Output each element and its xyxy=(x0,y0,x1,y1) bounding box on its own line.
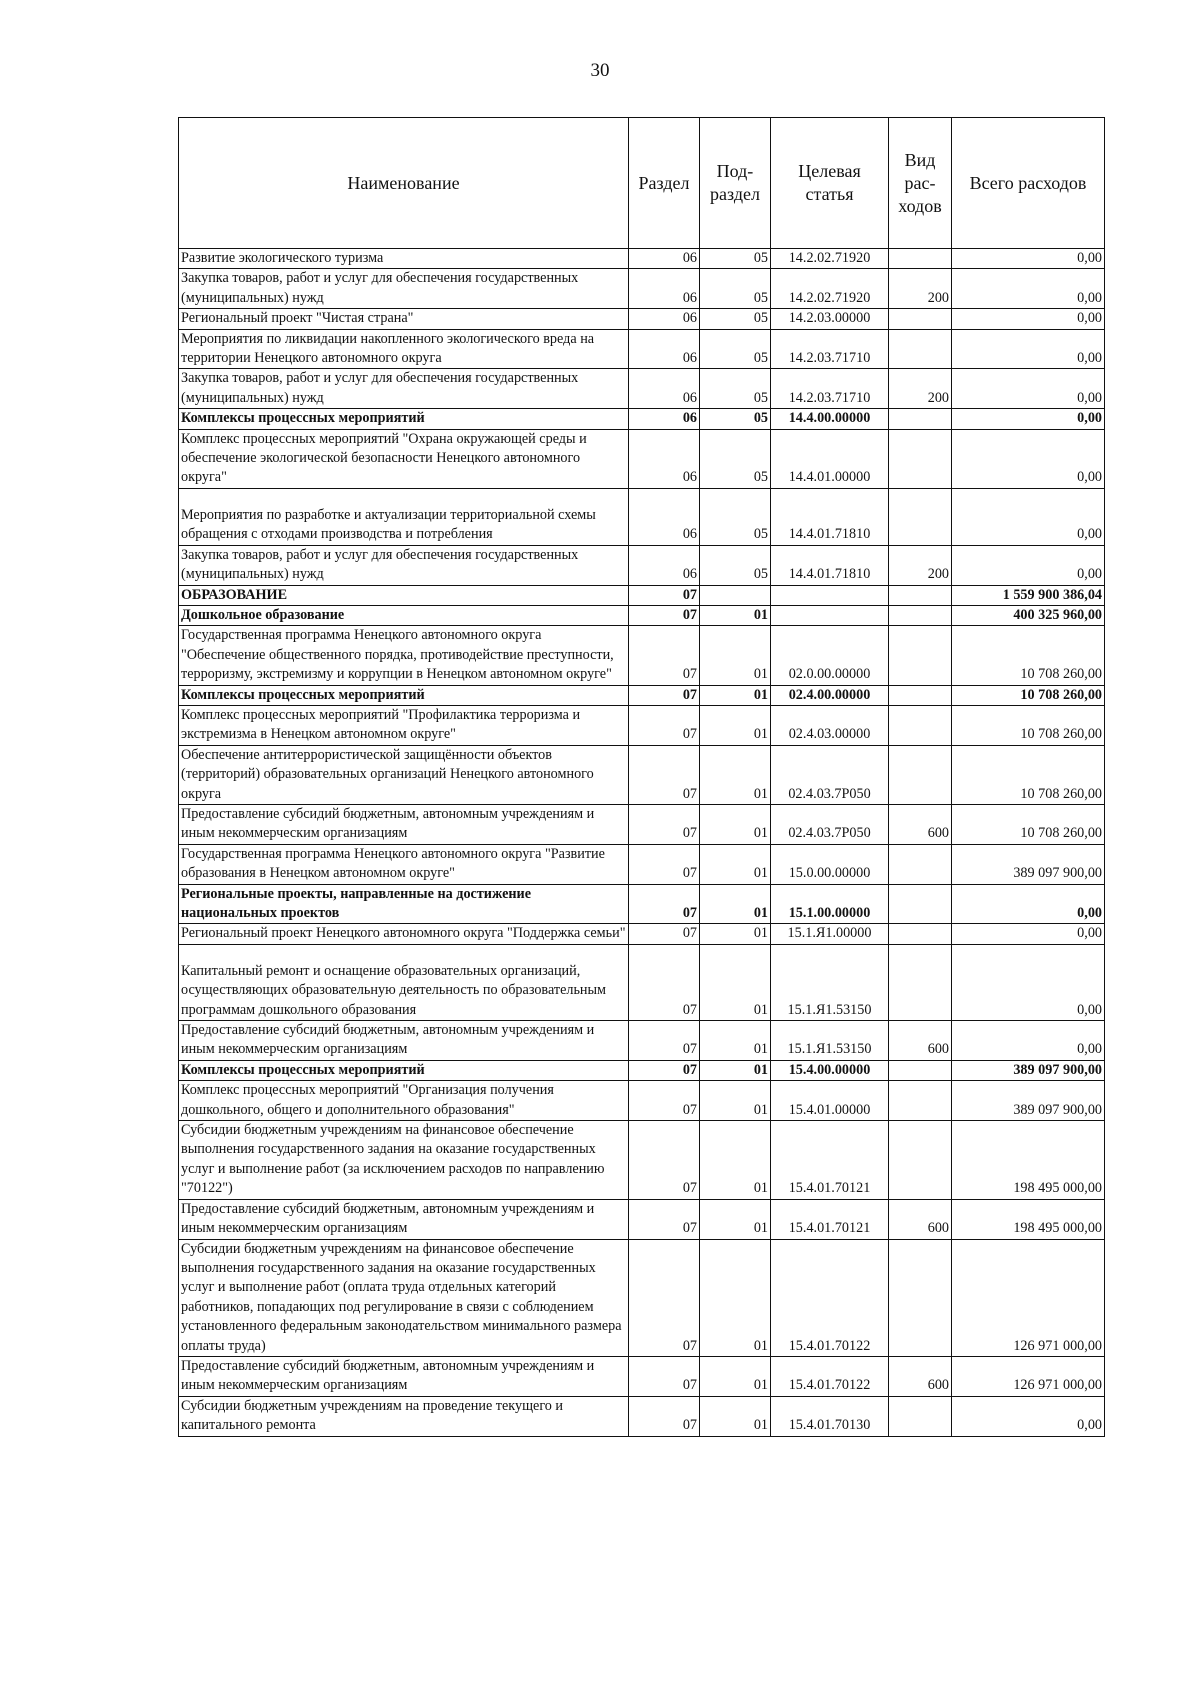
cell-target xyxy=(771,605,889,625)
cell-total: 0,00 xyxy=(952,429,1105,488)
cell-total: 0,00 xyxy=(952,545,1105,585)
cell-total: 0,00 xyxy=(952,924,1105,944)
cell-total: 126 971 000,00 xyxy=(952,1239,1105,1356)
cell-podrazdel: 05 xyxy=(700,545,771,585)
table-row xyxy=(179,605,1105,625)
table-row xyxy=(179,309,1105,329)
cell-razdel: 07 xyxy=(629,605,700,625)
cell-razdel: 07 xyxy=(629,944,700,1020)
cell-target: 15.4.00.00000 xyxy=(771,1060,889,1080)
table-row xyxy=(179,269,1105,309)
cell-total: 10 708 260,00 xyxy=(952,685,1105,705)
cell-total: 0,00 xyxy=(952,269,1105,309)
cell-podrazdel: 01 xyxy=(700,844,771,884)
cell-vid xyxy=(889,705,952,745)
cell-razdel: 07 xyxy=(629,884,700,924)
cell-vid xyxy=(889,488,952,545)
cell-vid: 200 xyxy=(889,269,952,309)
cell-total: 400 325 960,00 xyxy=(952,605,1105,625)
cell-total: 389 097 900,00 xyxy=(952,844,1105,884)
cell-razdel: 07 xyxy=(629,1060,700,1080)
cell-podrazdel: 05 xyxy=(700,488,771,545)
cell-total: 0,00 xyxy=(952,1021,1105,1061)
cell-vid: 200 xyxy=(889,369,952,409)
cell-target: 15.4.01.00000 xyxy=(771,1081,889,1121)
cell-name: Закупка товаров, работ и услуг для обеспечения государственных (муниципальных) нужд xyxy=(179,269,629,309)
cell-vid xyxy=(889,249,952,269)
cell-podrazdel: 05 xyxy=(700,269,771,309)
cell-target: 15.4.01.70121 xyxy=(771,1121,889,1200)
cell-podrazdel xyxy=(700,585,771,605)
cell-name: Развитие экологического туризма xyxy=(179,249,629,269)
cell-vid: 600 xyxy=(889,1021,952,1061)
header-total: Всего расходов xyxy=(952,118,1105,249)
cell-name: Обеспечение антитеррористической защищённости объектов (территорий) образовательных организаций Ненецкого автономного округа xyxy=(179,745,629,804)
table-header-row xyxy=(179,118,1105,249)
cell-razdel: 06 xyxy=(629,545,700,585)
cell-name: Предоставление субсидий бюджетным, автономным учреждениям и иным некоммерческим организациям xyxy=(179,1356,629,1396)
table-row xyxy=(179,1239,1105,1356)
table-row xyxy=(179,1021,1105,1061)
cell-target: 14.2.02.71920 xyxy=(771,269,889,309)
cell-name: Капитальный ремонт и оснащение образовательных организаций, осуществляющих образовательную деятельность по образовательным программам дошкольного образования xyxy=(179,944,629,1020)
table-row xyxy=(179,705,1105,745)
cell-razdel: 07 xyxy=(629,745,700,804)
table-row xyxy=(179,1060,1105,1080)
cell-razdel: 07 xyxy=(629,1021,700,1061)
header-name: Наименование xyxy=(179,118,629,249)
cell-razdel: 07 xyxy=(629,626,700,685)
cell-name: ОБРАЗОВАНИЕ xyxy=(179,585,629,605)
cell-name: Субсидии бюджетным учреждениям на финансовое обеспечение выполнения государственного задания на оказание государственных услуг и выполнение работ (за исключением расходов по направлению "70122") xyxy=(179,1121,629,1200)
cell-target: 02.4.00.00000 xyxy=(771,685,889,705)
cell-target: 15.1.Я1.53150 xyxy=(771,1021,889,1061)
table-row xyxy=(179,884,1105,924)
cell-total: 0,00 xyxy=(952,409,1105,429)
cell-razdel: 06 xyxy=(629,369,700,409)
cell-podrazdel: 01 xyxy=(700,1060,771,1080)
cell-name: Предоставление субсидий бюджетным, автономным учреждениям и иным некоммерческим организациям xyxy=(179,1021,629,1061)
cell-name: Закупка товаров, работ и услуг для обеспечения государственных (муниципальных) нужд xyxy=(179,545,629,585)
cell-total: 0,00 xyxy=(952,944,1105,1020)
table-row xyxy=(179,1396,1105,1436)
cell-name: Предоставление субсидий бюджетным, автономным учреждениям и иным некоммерческим организациям xyxy=(179,1199,629,1239)
cell-target: 15.1.Я1.53150 xyxy=(771,944,889,1020)
cell-total: 10 708 260,00 xyxy=(952,705,1105,745)
cell-name: Государственная программа Ненецкого автономного округа "Развитие образования в Ненецком автономном округе" xyxy=(179,844,629,884)
table-row xyxy=(179,1081,1105,1121)
cell-vid: 600 xyxy=(889,804,952,844)
cell-podrazdel: 01 xyxy=(700,1396,771,1436)
table-row xyxy=(179,924,1105,944)
cell-target: 14.2.03.00000 xyxy=(771,309,889,329)
cell-vid xyxy=(889,626,952,685)
cell-total: 0,00 xyxy=(952,329,1105,369)
cell-podrazdel: 01 xyxy=(700,1199,771,1239)
cell-vid xyxy=(889,844,952,884)
cell-total: 0,00 xyxy=(952,1396,1105,1436)
table-row xyxy=(179,944,1105,1020)
header-target: Целевая статья xyxy=(771,118,889,249)
cell-razdel: 06 xyxy=(629,488,700,545)
cell-target: 02.4.03.7Р050 xyxy=(771,804,889,844)
cell-razdel: 06 xyxy=(629,269,700,309)
cell-podrazdel: 01 xyxy=(700,1021,771,1061)
cell-name: Субсидии бюджетным учреждениям на финансовое обеспечение выполнения государственного задания на оказание государственных услуг и выполнение работ (оплата труда отдельных категорий работников, попадающих под регулирование в связи с соблюдением установленного федеральным законодательством минимального размера оплаты труда) xyxy=(179,1239,629,1356)
cell-total: 389 097 900,00 xyxy=(952,1060,1105,1080)
cell-total: 198 495 000,00 xyxy=(952,1199,1105,1239)
cell-podrazdel: 01 xyxy=(700,745,771,804)
cell-target: 02.4.03.7Р050 xyxy=(771,745,889,804)
table-row xyxy=(179,585,1105,605)
budget-table xyxy=(178,117,1105,1437)
table-row xyxy=(179,249,1105,269)
cell-razdel: 07 xyxy=(629,924,700,944)
cell-razdel: 06 xyxy=(629,429,700,488)
cell-vid xyxy=(889,409,952,429)
cell-podrazdel: 01 xyxy=(700,1121,771,1200)
cell-razdel: 06 xyxy=(629,409,700,429)
cell-razdel: 07 xyxy=(629,685,700,705)
cell-total: 1 559 900 386,04 xyxy=(952,585,1105,605)
cell-target: 15.4.01.70122 xyxy=(771,1356,889,1396)
cell-vid xyxy=(889,944,952,1020)
cell-podrazdel: 05 xyxy=(700,329,771,369)
cell-vid xyxy=(889,605,952,625)
table-row xyxy=(179,844,1105,884)
cell-podrazdel: 01 xyxy=(700,804,771,844)
cell-target: 15.4.01.70130 xyxy=(771,1396,889,1436)
cell-target: 14.4.01.00000 xyxy=(771,429,889,488)
table-row xyxy=(179,488,1105,545)
cell-name: Комплексы процессных мероприятий xyxy=(179,409,629,429)
cell-target: 15.1.Я1.00000 xyxy=(771,924,889,944)
cell-name: Мероприятия по ликвидации накопленного экологического вреда на территории Ненецкого автономного округа xyxy=(179,329,629,369)
cell-razdel: 07 xyxy=(629,585,700,605)
cell-target: 14.2.03.71710 xyxy=(771,369,889,409)
table-row xyxy=(179,745,1105,804)
table-row xyxy=(179,369,1105,409)
cell-total: 0,00 xyxy=(952,884,1105,924)
cell-vid: 200 xyxy=(889,545,952,585)
cell-razdel: 07 xyxy=(629,1199,700,1239)
cell-target: 15.4.01.70121 xyxy=(771,1199,889,1239)
cell-name: Комплекс процессных мероприятий "Организация получения дошкольного, общего и дополнительного образования" xyxy=(179,1081,629,1121)
cell-vid: 600 xyxy=(889,1356,952,1396)
cell-total: 126 971 000,00 xyxy=(952,1356,1105,1396)
table-row xyxy=(179,1199,1105,1239)
table-row xyxy=(179,626,1105,685)
cell-vid xyxy=(889,745,952,804)
cell-target: 14.2.02.71920 xyxy=(771,249,889,269)
table-row xyxy=(179,429,1105,488)
cell-name: Мероприятия по разработке и актуализации территориальной схемы обращения с отходами производства и потребления xyxy=(179,488,629,545)
cell-total: 0,00 xyxy=(952,309,1105,329)
cell-name: Комплекс процессных мероприятий "Охрана окружающей среды и обеспечение экологической безопасности Ненецкого автономного округа" xyxy=(179,429,629,488)
cell-vid xyxy=(889,1396,952,1436)
table-row xyxy=(179,545,1105,585)
cell-vid xyxy=(889,329,952,369)
cell-vid xyxy=(889,1060,952,1080)
cell-name: Региональный проект Ненецкого автономного округа "Поддержка семьи" xyxy=(179,924,629,944)
cell-podrazdel: 01 xyxy=(700,1239,771,1356)
cell-podrazdel: 01 xyxy=(700,705,771,745)
cell-target xyxy=(771,585,889,605)
cell-name: Субсидии бюджетным учреждениям на проведение текущего и капитального ремонта xyxy=(179,1396,629,1436)
cell-vid: 600 xyxy=(889,1199,952,1239)
cell-total: 10 708 260,00 xyxy=(952,745,1105,804)
cell-total: 389 097 900,00 xyxy=(952,1081,1105,1121)
cell-vid xyxy=(889,309,952,329)
cell-total: 0,00 xyxy=(952,249,1105,269)
cell-vid xyxy=(889,884,952,924)
cell-podrazdel: 01 xyxy=(700,626,771,685)
cell-target: 14.2.03.71710 xyxy=(771,329,889,369)
cell-vid xyxy=(889,1121,952,1200)
cell-name: Государственная программа Ненецкого автономного округа "Обеспечение общественного порядка, противодействие преступности, терроризму, экстремизму и коррупции в Ненецком автономном округе" xyxy=(179,626,629,685)
cell-name: Региональный проект "Чистая страна" xyxy=(179,309,629,329)
table-row xyxy=(179,409,1105,429)
cell-razdel: 07 xyxy=(629,1356,700,1396)
cell-podrazdel: 05 xyxy=(700,429,771,488)
cell-razdel: 07 xyxy=(629,1239,700,1356)
cell-name: Закупка товаров, работ и услуг для обеспечения государственных (муниципальных) нужд xyxy=(179,369,629,409)
cell-target: 14.4.00.00000 xyxy=(771,409,889,429)
cell-podrazdel: 01 xyxy=(700,1356,771,1396)
header-vid: Вид рас-ходов xyxy=(889,118,952,249)
cell-podrazdel: 01 xyxy=(700,884,771,924)
cell-name: Региональные проекты, направленные на достижение национальных проектов xyxy=(179,884,629,924)
cell-target: 15.1.00.00000 xyxy=(771,884,889,924)
cell-total: 0,00 xyxy=(952,488,1105,545)
cell-vid xyxy=(889,924,952,944)
table-row xyxy=(179,685,1105,705)
cell-vid xyxy=(889,1239,952,1356)
cell-target: 15.4.01.70122 xyxy=(771,1239,889,1356)
table-row xyxy=(179,329,1105,369)
cell-total: 10 708 260,00 xyxy=(952,804,1105,844)
header-podrazdel: Под-раздел xyxy=(700,118,771,249)
cell-razdel: 07 xyxy=(629,1081,700,1121)
table-row xyxy=(179,1121,1105,1200)
cell-podrazdel: 05 xyxy=(700,369,771,409)
header-razdel: Раздел xyxy=(629,118,700,249)
cell-vid xyxy=(889,585,952,605)
cell-razdel: 07 xyxy=(629,844,700,884)
cell-target: 02.0.00.00000 xyxy=(771,626,889,685)
cell-podrazdel: 01 xyxy=(700,924,771,944)
cell-target: 15.0.00.00000 xyxy=(771,844,889,884)
cell-target: 14.4.01.71810 xyxy=(771,488,889,545)
cell-podrazdel: 05 xyxy=(700,309,771,329)
cell-total: 10 708 260,00 xyxy=(952,626,1105,685)
cell-name: Комплекс процессных мероприятий "Профилактика терроризма и экстремизма в Ненецком автономном округе" xyxy=(179,705,629,745)
cell-name: Предоставление субсидий бюджетным, автономным учреждениям и иным некоммерческим организациям xyxy=(179,804,629,844)
cell-podrazdel: 01 xyxy=(700,685,771,705)
cell-razdel: 06 xyxy=(629,329,700,369)
cell-target: 14.4.01.71810 xyxy=(771,545,889,585)
cell-razdel: 07 xyxy=(629,705,700,745)
cell-razdel: 06 xyxy=(629,249,700,269)
page-number: 30 xyxy=(590,60,610,81)
table-row xyxy=(179,804,1105,844)
cell-razdel: 07 xyxy=(629,804,700,844)
cell-podrazdel: 01 xyxy=(700,944,771,1020)
cell-vid xyxy=(889,1081,952,1121)
cell-vid xyxy=(889,429,952,488)
table-row xyxy=(179,1356,1105,1396)
cell-total: 0,00 xyxy=(952,369,1105,409)
cell-target: 02.4.03.00000 xyxy=(771,705,889,745)
cell-razdel: 07 xyxy=(629,1396,700,1436)
table-body xyxy=(179,249,1105,1437)
cell-vid xyxy=(889,685,952,705)
cell-podrazdel: 05 xyxy=(700,249,771,269)
cell-razdel: 07 xyxy=(629,1121,700,1200)
cell-name: Дошкольное образование xyxy=(179,605,629,625)
cell-total: 198 495 000,00 xyxy=(952,1121,1105,1200)
cell-razdel: 06 xyxy=(629,309,700,329)
cell-podrazdel: 01 xyxy=(700,605,771,625)
cell-podrazdel: 05 xyxy=(700,409,771,429)
cell-name: Комплексы процессных мероприятий xyxy=(179,685,629,705)
cell-name: Комплексы процессных мероприятий xyxy=(179,1060,629,1080)
cell-podrazdel: 01 xyxy=(700,1081,771,1121)
